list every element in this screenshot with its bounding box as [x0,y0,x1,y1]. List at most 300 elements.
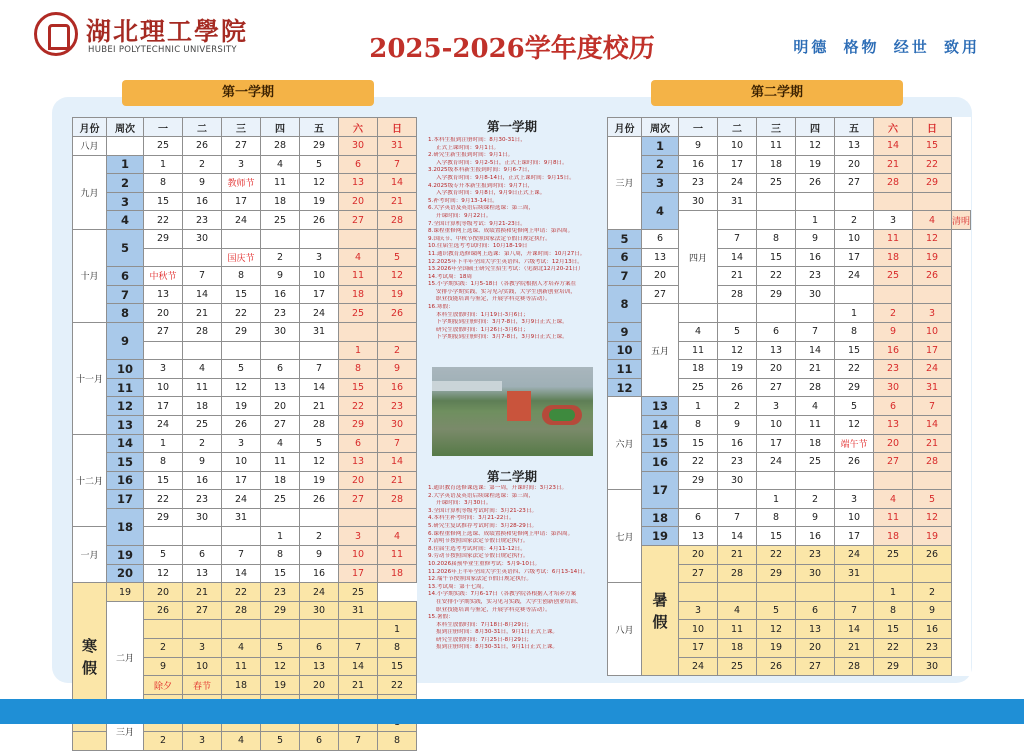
week-number: 11 [107,378,144,397]
week-row [608,508,971,527]
day-cell: 28 [835,657,874,676]
note-line: 研究生放假时间：7月25日-8月29日； [436,636,533,643]
day-cell: 12 [835,415,874,434]
week-number [107,137,144,156]
day-cell: 18 [874,527,913,546]
note-line: 开课时间：9月22日。 [436,212,492,219]
day-cell [913,564,952,583]
week-row [73,322,417,341]
day-cell: 14 [378,453,417,472]
header-day: 三 [222,118,261,137]
day-cell: 7 [718,508,757,527]
day-cell: 13 [339,453,378,472]
note-line: 12.端午节按照国家法定节假日规定执行。 [428,576,532,583]
day-cell: 2 [718,397,757,416]
day-cell: 26 [144,601,183,620]
day-cell: 23 [718,453,757,472]
day-cell: 26 [913,267,952,286]
month-cell: 一月 [73,527,107,583]
week-number: 6 [107,267,144,286]
day-cell: 3 [913,304,952,323]
day-cell: 1 [378,620,417,639]
day-cell: 30 [913,657,952,676]
day-cell: 16 [796,248,835,267]
week-number: 12 [608,378,642,397]
day-cell: 18 [261,192,300,211]
day-cell [913,285,952,304]
day-cell: 6 [261,360,300,379]
day-cell: 21 [913,434,952,453]
day-cell: 13 [835,137,874,156]
day-cell [183,341,222,360]
day-cell: 17 [222,192,261,211]
week-number: 10 [608,341,642,360]
day-cell [679,583,718,602]
day-cell: 25 [874,267,913,286]
day-cell: 25 [339,583,378,602]
day-cell: 14 [378,174,417,193]
day-cell: 10 [339,546,378,565]
week-row [608,285,971,304]
note-line: 3.全国计算机等级考试时间：3月21-23日。 [428,507,538,514]
day-cell: 20 [757,360,796,379]
week-number: 19 [107,546,144,565]
week-row [73,508,417,527]
week-row [608,397,971,416]
note-line: 11.2026年上半年全国大学生英语四、六级考试：6月13-14日。 [428,568,589,575]
header-day: 六 [339,118,378,137]
day-cell: 15 [913,137,952,156]
day-cell: 6 [300,732,339,751]
day-cell: 19 [718,360,757,379]
day-cell: 30 [339,137,378,156]
page-title: 2025-2026学年度校历 [369,34,655,64]
day-cell: 13 [642,248,679,267]
day-cell: 24 [718,174,757,193]
day-cell [796,192,835,211]
day-cell: 7 [183,267,222,286]
day-cell: 31 [339,601,378,620]
day-cell: 13 [144,285,183,304]
day-cell: 11 [796,415,835,434]
day-cell: 9 [913,601,952,620]
day-cell: 22 [757,546,796,565]
day-cell [796,583,835,602]
day-cell [300,620,339,639]
header-day: 四 [261,118,300,137]
week-number: 11 [608,360,642,379]
day-cell: 23 [261,583,300,602]
day-cell: 4 [261,155,300,174]
day-cell [339,620,378,639]
day-cell: 24 [222,211,261,230]
day-cell: 16 [183,471,222,490]
day-cell: 1 [757,490,796,509]
day-cell: 25 [144,137,183,156]
note-line: 10.2026届预毕业生重修考试：5月9-10日。 [428,560,541,567]
day-cell: 23 [378,397,417,416]
day-cell: 8 [222,267,261,286]
day-cell: 25 [874,546,913,565]
day-cell: 5 [300,155,339,174]
week-row [73,453,417,472]
day-cell: 10 [679,620,718,639]
day-cell [144,341,183,360]
day-cell: 27 [796,657,835,676]
holiday-cell: 除夕 [144,676,183,695]
note-line: 在安排小学期实践，实习见习实践，大学生创新创业培训、 [436,598,582,605]
day-cell: 17 [300,285,339,304]
day-cell [339,508,378,527]
day-cell: 27 [874,453,913,472]
day-cell: 26 [378,304,417,323]
day-cell: 28 [874,174,913,193]
day-cell [796,471,835,490]
note-line: 7.全国计算机等级考试：9月21-23日。 [428,220,526,227]
day-cell: 6 [679,508,718,527]
day-cell: 5 [261,732,300,751]
day-cell: 13 [874,415,913,434]
day-cell: 22 [757,267,796,286]
day-cell: 12 [757,620,796,639]
day-cell: 1 [679,397,718,416]
day-cell: 11 [679,341,718,360]
month-cell: 九月 [73,155,107,229]
day-cell: 21 [874,155,913,174]
day-cell: 17 [835,248,874,267]
day-cell [835,192,874,211]
day-cell [300,341,339,360]
day-cell: 27 [183,601,222,620]
day-cell: 14 [718,248,757,267]
day-cell: 6 [642,229,679,248]
day-cell: 29 [757,285,796,304]
day-cell: 15 [378,657,417,676]
day-cell: 12 [300,174,339,193]
note-line: 开课时间：3月30日。 [436,500,492,507]
day-cell: 9 [183,174,222,193]
day-cell [378,508,417,527]
day-cell: 4 [913,211,952,230]
week-number: 8 [608,285,642,322]
day-cell: 28 [183,322,222,341]
day-cell: 26 [835,453,874,472]
day-cell: 25 [679,378,718,397]
day-cell: 17 [222,471,261,490]
day-cell: 28 [913,453,952,472]
week-row [608,546,971,565]
day-cell: 29 [222,322,261,341]
day-cell: 26 [300,490,339,509]
day-cell: 1 [339,341,378,360]
day-cell: 21 [718,267,757,286]
day-cell: 30 [796,564,835,583]
note-line: 3.2025级本科新生报到时间：9月6-7日， [428,167,533,174]
week-row [608,471,971,490]
day-cell: 9 [144,657,183,676]
semester1-notes-heading: 第一学期 [486,119,537,134]
day-cell: 3 [835,490,874,509]
day-cell: 25 [718,657,757,676]
week-row [73,360,417,379]
day-cell: 28 [378,211,417,230]
note-line: 6.大学英语及英语后续课程选课：第三周， [428,205,535,212]
day-cell: 13 [300,657,339,676]
day-cell [339,229,378,248]
day-cell: 18 [874,248,913,267]
day-cell: 16 [874,341,913,360]
day-cell: 4 [222,639,261,658]
day-cell: 5 [913,490,952,509]
day-cell: 11 [378,546,417,565]
week-number: 9 [608,322,642,341]
note-line: 1.通识教育选修课选课：第一周，开课时间：3月23日。 [428,485,568,491]
note-line: 1.本科生报到注册时间：8月30-31日， [428,137,526,143]
day-cell [261,229,300,248]
day-cell: 11 [261,453,300,472]
day-cell: 13 [679,527,718,546]
note-line: 9.国庆节、中秋节按照国家法定节假日规定执行。 [428,235,551,242]
day-cell [378,229,417,248]
week-row [73,601,417,620]
week-row [73,285,417,304]
day-cell: 10 [835,229,874,248]
day-cell: 26 [222,415,261,434]
day-cell: 29 [874,657,913,676]
note-line: 下学期报到注册时间：3月7-8日，3月9日正式上课。 [436,319,568,326]
day-cell [300,229,339,248]
day-cell: 30 [874,378,913,397]
day-cell: 3 [874,211,913,230]
week-row [608,434,971,453]
day-cell: 8 [144,174,183,193]
day-cell: 23 [796,267,835,286]
day-cell: 21 [183,304,222,323]
week-number: 18 [642,508,679,527]
header-day: 一 [144,118,183,137]
day-cell: 17 [913,341,952,360]
header-month: 月份 [608,118,642,137]
day-cell: 2 [378,341,417,360]
week-row [73,229,417,248]
week-number: 10 [107,360,144,379]
week-row [73,564,417,583]
day-cell: 30 [378,415,417,434]
day-cell: 5 [300,434,339,453]
day-cell: 9 [679,137,718,156]
week-number: 1 [642,137,679,156]
day-cell: 7 [913,397,952,416]
day-cell: 14 [718,527,757,546]
day-cell: 22 [835,360,874,379]
university-english-name: HUBEI POLYTECHNIC UNIVERSITY [88,45,237,55]
day-cell: 22 [378,676,417,695]
day-cell: 22 [222,304,261,323]
week-number: 13 [107,415,144,434]
day-cell: 7 [222,546,261,565]
semester2-tab: 第二学期 [651,80,903,106]
day-cell: 17 [339,564,378,583]
day-cell [757,583,796,602]
week-number: 14 [642,415,679,434]
day-cell: 16 [913,620,952,639]
day-cell: 4 [796,397,835,416]
day-cell: 8 [378,639,417,658]
header-day: 二 [183,118,222,137]
day-cell: 16 [796,527,835,546]
week-number: 15 [642,434,679,453]
day-cell: 11 [757,137,796,156]
day-cell: 20 [874,434,913,453]
day-cell: 29 [261,601,300,620]
day-cell [679,490,718,509]
day-cell: 17 [144,397,183,416]
holiday-cell: 国庆节 [222,248,261,267]
day-cell: 20 [261,397,300,416]
day-cell: 23 [874,360,913,379]
day-cell [261,508,300,527]
day-cell [757,192,796,211]
day-cell: 21 [796,360,835,379]
day-cell [874,564,913,583]
day-cell: 31 [718,192,757,211]
week-row [73,490,417,509]
day-cell: 23 [183,490,222,509]
day-cell: 29 [144,508,183,527]
week-row [608,229,971,248]
day-cell: 10 [222,453,261,472]
day-cell: 14 [796,341,835,360]
day-cell: 7 [718,229,757,248]
day-cell: 30 [718,471,757,490]
week-row [73,378,417,397]
note-line: 2.大学英语及英语后续课程选课：第三周， [428,492,535,499]
day-cell: 26 [913,546,952,565]
note-line: 10.往届生选考考试时间：10月18-19日 [428,243,528,250]
day-cell: 22 [144,211,183,230]
day-cell [718,211,757,230]
day-cell: 4 [183,360,222,379]
day-cell: 28 [718,564,757,583]
note-line: 14.小学期实践：7月6-17日（各教学院各根据人才培养方案 [428,591,577,598]
day-cell [835,583,874,602]
week-row [608,415,971,434]
day-cell: 26 [183,137,222,156]
day-cell: 1 [261,527,300,546]
day-cell: 11 [874,508,913,527]
day-cell: 18 [183,397,222,416]
note-line: 12.2025年下半年全国大学生英语四、六级考试：12月13日。 [428,258,583,265]
week-row [73,211,417,230]
day-cell: 19 [300,192,339,211]
day-cell: 11 [718,620,757,639]
week-number [73,732,107,751]
day-cell [222,229,261,248]
note-line: 本科生放假时间：1月19日-3月6日； [436,311,529,318]
vacation-label: 暑 假 [642,546,679,676]
header-week: 周次 [107,118,144,137]
day-cell: 26 [757,657,796,676]
header-day: 五 [835,118,874,137]
day-cell [718,490,757,509]
day-cell: 6 [874,397,913,416]
day-cell: 28 [222,601,261,620]
day-cell: 3 [222,434,261,453]
holiday-cell: 清明 [952,211,971,230]
day-cell: 10 [757,415,796,434]
day-cell: 30 [796,285,835,304]
week-row [73,304,417,323]
month-cell: 三月 [107,713,144,750]
day-cell [874,285,913,304]
day-cell: 9 [300,546,339,565]
day-cell: 22 [874,639,913,658]
day-cell: 5 [261,639,300,658]
day-cell: 29 [835,378,874,397]
header-day: 三 [757,118,796,137]
day-cell: 6 [339,155,378,174]
week-number: 3 [642,174,679,193]
week-row [608,248,971,267]
week-row [608,453,971,472]
day-cell: 9 [796,229,835,248]
week-row [73,471,417,490]
day-cell [757,471,796,490]
week-number: 7 [608,267,642,286]
note-line: 职业技能培训与鉴定，开展学科竞赛等活动）。 [436,296,551,303]
day-cell: 30 [261,322,300,341]
day-cell: 31 [835,564,874,583]
day-cell: 2 [835,211,874,230]
day-cell: 30 [679,192,718,211]
day-cell: 25 [183,415,222,434]
header-day: 五 [300,118,339,137]
day-cell: 12 [222,378,261,397]
day-cell: 5 [835,397,874,416]
note-line: 研究生放假时间：1月26日-3月6日； [436,326,529,333]
header-day: 二 [718,118,757,137]
day-cell: 29 [300,137,339,156]
day-cell: 3 [183,639,222,658]
day-cell: 5 [757,601,796,620]
day-cell: 20 [796,639,835,658]
day-cell: 2 [144,732,183,751]
day-cell: 19 [913,527,952,546]
month-cell: 十二月 [73,434,107,527]
day-cell: 4 [378,527,417,546]
day-cell: 8 [874,601,913,620]
day-cell: 8 [144,453,183,472]
day-cell [183,248,222,267]
week-number: 3 [107,192,144,211]
day-cell: 7 [300,360,339,379]
day-cell: 31 [300,322,339,341]
day-cell [183,620,222,639]
day-cell: 7 [378,155,417,174]
day-cell: 8 [378,732,417,751]
day-cell: 12 [913,229,952,248]
day-cell: 16 [679,155,718,174]
day-cell: 12 [261,657,300,676]
day-cell: 19 [222,397,261,416]
week-number: 6 [608,248,642,267]
day-cell: 1 [874,583,913,602]
day-cell: 22 [144,490,183,509]
week-row [73,415,417,434]
day-cell: 24 [913,360,952,379]
day-cell: 15 [222,285,261,304]
day-cell: 25 [757,174,796,193]
